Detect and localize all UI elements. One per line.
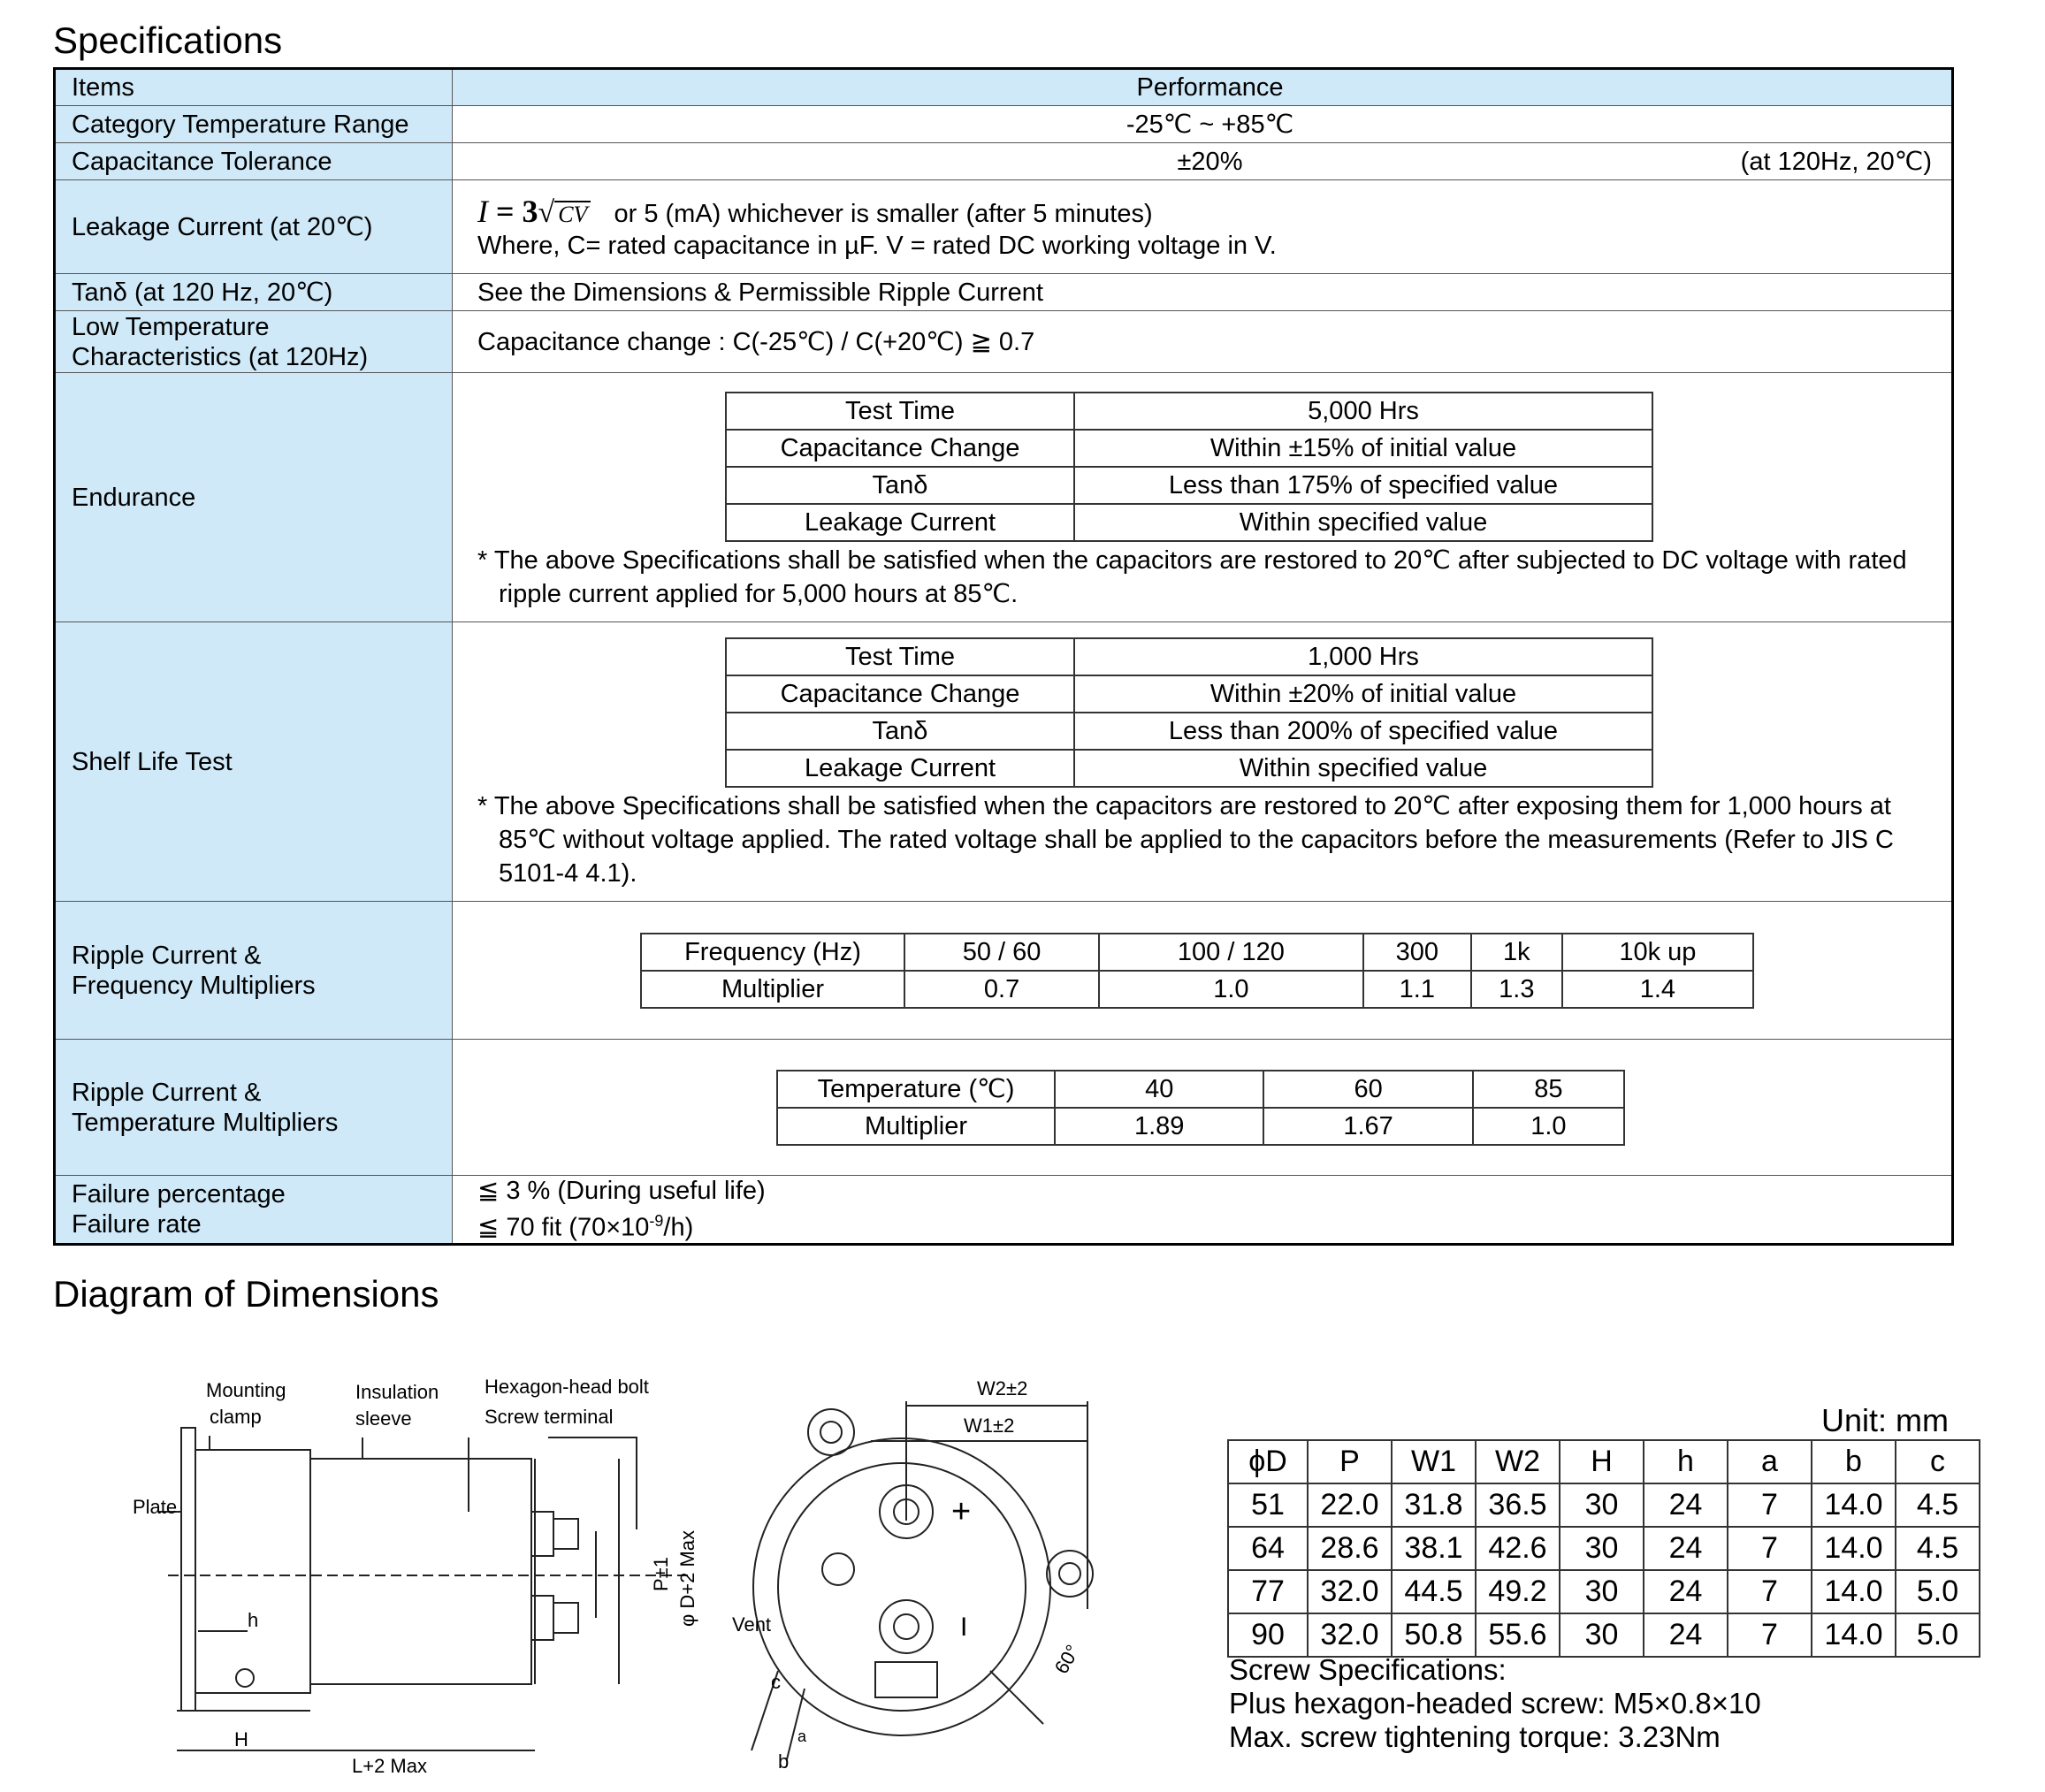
spec-row-low-temp (55, 311, 1953, 373)
failure-rate-text: ≦ 70 fit (70×10 (477, 1213, 650, 1242)
endurance-note: * The above Specifications shall be satisfied when the capacitors are restored to 20℃ after subjected to DC voltage with rated ripple current applied for 5,000 hours at 85℃. (477, 545, 1907, 608)
formula-cv: CV (554, 201, 591, 227)
table-cell: Leakage Current (726, 504, 1074, 541)
failure-rate-value (477, 1206, 1951, 1243)
table-row (1228, 1483, 1980, 1527)
frequency-multiplier-table (640, 933, 1754, 1009)
table-cell: Less than 175% of specified value (1074, 467, 1652, 504)
item-label-line2: Temperature Multipliers (72, 1108, 339, 1137)
label-b: b (778, 1750, 790, 1773)
table-cell: 36.5 (1476, 1483, 1560, 1527)
mounting-clamp-shape (195, 1450, 310, 1693)
cap-tolerance-value: ±20% (1177, 147, 1243, 176)
item-label-line2: Frequency Multipliers (72, 971, 316, 1000)
label-clamp: clamp (210, 1406, 262, 1428)
table-cell: 4.5 (1896, 1527, 1980, 1570)
screw-spec-line1: Plus hexagon-headed screw: M5×0.8×10 (1229, 1687, 1761, 1720)
label-w1: W1±2 (964, 1415, 1015, 1437)
endurance-cell (453, 373, 1953, 622)
item-label: Capacitance Tolerance (55, 143, 453, 180)
table-cell: ϕD (1228, 1440, 1308, 1483)
specifications-table (53, 67, 1954, 1246)
item-label: Shelf Life Test (55, 622, 453, 902)
spec-row-cap-tolerance (55, 143, 1953, 180)
failure-cell (453, 1176, 1953, 1245)
table-cell: 14.0 (1812, 1613, 1896, 1657)
table-row (1228, 1527, 1980, 1570)
table-cell: h (1644, 1440, 1728, 1483)
failure-rate-unit: /h) (663, 1213, 694, 1242)
low-temp-value: Capacitance change : C(-25℃) / C(+20℃) ≧ 0.7 (453, 311, 1953, 373)
table-cell: 64 (1228, 1527, 1308, 1570)
table-cell: 1.0 (1473, 1108, 1624, 1145)
table-cell: 4.5 (1896, 1483, 1980, 1527)
table-cell: Within ±20% of initial value (1074, 675, 1652, 713)
table-cell: Within ±15% of initial value (1074, 430, 1652, 467)
table-cell: 42.6 (1476, 1527, 1560, 1570)
shelf-note: * The above Specifications shall be satisfied when the capacitors are restored to 20℃ after exposing them for 1,000 hours at 85℃ without voltage applied. The rated voltage shall be applied to the capacitors before the measurements (Refer to JIS C 5101-4 4.1). (477, 791, 1894, 888)
temperature-multiplier-table (776, 1070, 1625, 1146)
shelf-table (725, 637, 1653, 788)
mounting-ear-right (1047, 1551, 1093, 1597)
table-row (1228, 1613, 1980, 1657)
table-cell: 49.2 (1476, 1570, 1560, 1613)
spec-row-shelf-life (55, 622, 1953, 902)
label-vent: Vent (732, 1613, 772, 1636)
table-cell: Capacitance Change (726, 675, 1074, 713)
table-cell: 1.4 (1562, 971, 1753, 1008)
table-cell: 1,000 Hrs (1074, 638, 1652, 675)
table-cell: Multiplier (777, 1108, 1055, 1145)
spec-row-leakage (55, 180, 1953, 274)
table-cell: 14.0 (1812, 1483, 1896, 1527)
performance-header: Performance (453, 69, 1953, 106)
table-cell: 7 (1728, 1570, 1812, 1613)
dimensions-table (1227, 1439, 1980, 1658)
unit-label: Unit: mm (1821, 1402, 1949, 1438)
table-cell: 77 (1228, 1570, 1308, 1613)
item-label: Leakage Current (at 20℃) (55, 180, 453, 274)
table-cell: 51 (1228, 1483, 1308, 1527)
negative-terminal (880, 1600, 933, 1653)
table-cell: 30 (1560, 1570, 1644, 1613)
formula-i: I (477, 194, 488, 229)
table-cell: Less than 200% of specified value (1074, 713, 1652, 750)
table-cell: 44.5 (1392, 1570, 1476, 1613)
item-label-line1: Ripple Current & (72, 1078, 262, 1107)
spec-row-ripple-temperature (55, 1040, 1953, 1176)
table-cell: a (1728, 1440, 1812, 1483)
label-sleeve: sleeve (355, 1407, 412, 1430)
table-cell: 40 (1055, 1071, 1263, 1108)
table-cell: 38.1 (1392, 1527, 1476, 1570)
table-cell: 31.8 (1392, 1483, 1476, 1527)
mounting-ear-top (808, 1409, 854, 1455)
table-cell: P (1308, 1440, 1392, 1483)
table-cell: 32.0 (1308, 1613, 1392, 1657)
vent-shape (822, 1553, 854, 1585)
can-outline (753, 1438, 1050, 1735)
table-cell: 100 / 120 (1099, 934, 1362, 971)
table-cell: H (1560, 1440, 1644, 1483)
spec-row-ripple-frequency (55, 902, 1953, 1040)
item-label-line1: Failure percentage (72, 1180, 286, 1209)
table-cell: 55.6 (1476, 1613, 1560, 1657)
polarity-strip (875, 1662, 937, 1697)
table-cell: 14.0 (1812, 1527, 1896, 1570)
table-cell: 60 (1263, 1071, 1472, 1108)
table-cell: Within specified value (1074, 750, 1652, 787)
screw-spec-title: Screw Specifications: (1229, 1653, 1507, 1686)
label-insulation: Insulation (355, 1381, 439, 1403)
table-cell: c (1896, 1440, 1980, 1483)
table-row (1228, 1440, 1980, 1483)
table-cell: Capacitance Change (726, 430, 1074, 467)
screw-spec-line2: Max. screw tightening torque: 3.23Nm (1229, 1720, 1721, 1753)
table-cell: 0.7 (904, 971, 1099, 1008)
table-cell: Multiplier (641, 971, 904, 1008)
formula-eq: = 3 (488, 194, 538, 229)
failure-percentage-value: ≦ 3 % (During useful life) (477, 1177, 766, 1206)
label-minus: I (960, 1613, 968, 1642)
table-cell: 5.0 (1896, 1570, 1980, 1613)
label-h-large: H (234, 1728, 248, 1750)
item-label-line1: Ripple Current & (72, 941, 262, 970)
table-cell: 24 (1644, 1527, 1728, 1570)
spec-row-failure (55, 1176, 1953, 1245)
label-hexagon-bolt: Hexagon-head bolt (485, 1376, 649, 1398)
item-label (55, 311, 453, 373)
label-plate: Plate (133, 1496, 178, 1518)
table-cell: 85 (1473, 1071, 1624, 1108)
top-view-diagram (725, 1370, 1132, 1786)
table-cell: 1.0 (1099, 971, 1362, 1008)
spec-row-endurance (55, 373, 1953, 622)
dimensions-title: Diagram of Dimensions (53, 1273, 439, 1315)
specifications-title: Specifications (53, 19, 283, 61)
item-label: Tanδ (at 120 Hz, 20℃) (55, 274, 453, 311)
table-cell: 10k up (1562, 934, 1753, 971)
table-cell: 30 (1560, 1483, 1644, 1527)
table-cell: Tanδ (726, 713, 1074, 750)
table-cell: 32.0 (1308, 1570, 1392, 1613)
shelf-cell (453, 622, 1953, 902)
table-cell: W1 (1392, 1440, 1476, 1483)
table-cell: Test Time (726, 638, 1074, 675)
table-cell: 7 (1728, 1483, 1812, 1527)
failure-rate-exponent: -9 (649, 1212, 664, 1231)
label-h-small: h (248, 1609, 259, 1631)
table-cell: b (1812, 1440, 1896, 1483)
item-label (55, 1176, 453, 1245)
table-cell: 1.1 (1363, 971, 1471, 1008)
items-header: Items (55, 69, 453, 106)
spec-header-row (55, 69, 1953, 106)
ripple-frequency-cell (453, 902, 1953, 1040)
item-label-line1: Low Temperature (72, 312, 270, 341)
table-cell: 28.6 (1308, 1527, 1392, 1570)
leakage-cell (453, 180, 1953, 274)
table-cell: 24 (1644, 1613, 1728, 1657)
table-cell: Temperature (℃) (777, 1071, 1055, 1108)
temp-range-value: -25℃ ~ +85℃ (453, 106, 1953, 143)
insulation-sleeve-shape (310, 1459, 531, 1684)
endurance-table (725, 392, 1653, 542)
table-cell: Tanδ (726, 467, 1074, 504)
clamp-screw-shape (236, 1669, 254, 1687)
table-cell: Test Time (726, 393, 1074, 430)
table-cell: 1k (1471, 934, 1562, 971)
label-mounting: Mounting (206, 1379, 286, 1401)
table-cell: 300 (1363, 934, 1471, 971)
leakage-line1: or 5 (mA) whichever is smaller (after 5 minutes) (614, 200, 1153, 228)
label-c: c (771, 1671, 781, 1693)
side-view-diagram (124, 1370, 743, 1786)
table-cell: 1.89 (1055, 1108, 1263, 1145)
item-label: Category Temperature Range (55, 106, 453, 143)
table-cell: 30 (1560, 1613, 1644, 1657)
item-label (55, 1040, 453, 1176)
spec-row-temp-range (55, 106, 1953, 143)
table-cell: 5,000 Hrs (1074, 393, 1652, 430)
spec-row-tand (55, 274, 1953, 311)
table-cell: Frequency (Hz) (641, 934, 904, 971)
label-w2: W2±2 (977, 1377, 1028, 1399)
table-cell: 7 (1728, 1613, 1812, 1657)
table-cell: 50 / 60 (904, 934, 1099, 971)
leakage-line2: Where, C= rated capacitance in µF. V = rated DC working voltage in V. (477, 232, 1277, 260)
table-cell: 22.0 (1308, 1483, 1392, 1527)
table-cell: 14.0 (1812, 1570, 1896, 1613)
label-phid: φ D+2 Max (676, 1529, 698, 1627)
label-p: P±1 (650, 1557, 672, 1591)
label-a: a (797, 1727, 807, 1745)
table-cell: 1.67 (1263, 1108, 1472, 1145)
item-label-line2: Failure rate (72, 1210, 202, 1239)
label-screw-terminal: Screw terminal (485, 1406, 614, 1428)
table-cell: 24 (1644, 1483, 1728, 1527)
label-plus: + (951, 1493, 972, 1530)
ripple-temperature-cell (453, 1040, 1953, 1176)
item-label-line2: Characteristics (at 120Hz) (72, 342, 369, 371)
leakage-formula: I = 3√ CV (477, 194, 591, 229)
table-cell: 5.0 (1896, 1613, 1980, 1657)
cap-tolerance-cell (453, 143, 1953, 180)
table-cell: Within specified value (1074, 504, 1652, 541)
table-cell: 1.3 (1471, 971, 1562, 1008)
table-cell: 90 (1228, 1613, 1308, 1657)
cap-tolerance-note: (at 120Hz, 20℃) (1740, 148, 1932, 176)
table-cell: 7 (1728, 1527, 1812, 1570)
table-cell: 30 (1560, 1527, 1644, 1570)
table-row (1228, 1570, 1980, 1613)
table-cell: Leakage Current (726, 750, 1074, 787)
table-cell: 50.8 (1392, 1613, 1476, 1657)
label-angle: 60° (1049, 1641, 1084, 1678)
tand-value: See the Dimensions & Permissible Ripple Current (453, 274, 1953, 311)
item-label (55, 902, 453, 1040)
table-cell: 24 (1644, 1570, 1728, 1613)
label-length: L+2 Max (352, 1755, 427, 1777)
item-label: Endurance (55, 373, 453, 622)
plate-shape (181, 1428, 195, 1711)
table-cell: W2 (1476, 1440, 1560, 1483)
